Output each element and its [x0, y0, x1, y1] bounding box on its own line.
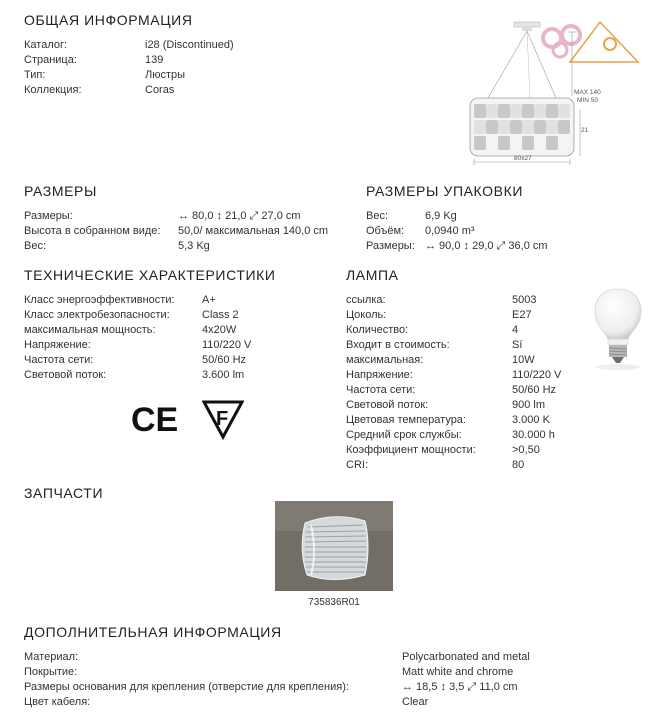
lamp-value: E27: [512, 309, 532, 321]
lamp-label: CRI:: [346, 459, 368, 471]
additional-value: Matt white and chrome: [402, 666, 514, 678]
bulb-image: [590, 283, 646, 373]
product-image: [460, 14, 660, 166]
lamp-label: Коэффициент мощности:: [346, 444, 476, 456]
additional-label: Материал:: [24, 651, 79, 663]
additional-value: Clear: [402, 696, 429, 708]
lamp-value: 10W: [512, 354, 535, 366]
tech-value: 3.600 lm: [202, 369, 245, 381]
lamp-label: Напряжение:: [346, 369, 413, 381]
tech-value: 4x20W: [202, 324, 237, 336]
general-title: ОБЩАЯ ИНФОРМАЦИЯ: [24, 12, 193, 28]
tech-title: ТЕХНИЧЕСКИЕ ХАРАКТЕРИСТИКИ: [24, 267, 276, 283]
spare-part-image[interactable]: [275, 501, 393, 591]
additional-label: Покрытие:: [24, 666, 78, 678]
lamp-value: 110/220 V: [512, 369, 562, 381]
dim-max-label: MAX 140: [574, 89, 601, 96]
general-label: Страница:: [24, 54, 77, 66]
additional-title: ДОПОЛНИТЕЛЬНАЯ ИНФОРМАЦИЯ: [24, 624, 282, 640]
dimensions-label: Размеры:: [24, 210, 73, 222]
dim-height-label: 21: [581, 127, 589, 134]
lamp-label: Световой поток:: [346, 399, 429, 411]
lamp-label: Входит в стоимость:: [346, 339, 450, 351]
dimensions-label: Высота в собранном виде:: [24, 225, 161, 237]
ce-mark-icon: [131, 401, 177, 435]
lamp-label: Количество:: [346, 324, 409, 336]
tech-value: 50/60 Hz: [202, 354, 247, 366]
lamp-label: Цоколь:: [346, 309, 387, 321]
additional-value: Polycarbonated and metal: [402, 651, 530, 663]
dimensions-value: 5,3 Kg: [178, 240, 210, 252]
tech-value: 110/220 V: [202, 339, 252, 351]
ce-mark-text: CE: [131, 401, 177, 435]
lamp-label: ссылка:: [346, 294, 386, 306]
lamp-title: ЛАМПА: [346, 267, 399, 283]
tech-label: Напряжение:: [24, 339, 91, 351]
additional-label: Размеры основания для крепления (отверстие для крепления):: [24, 681, 349, 693]
lamp-value: 4: [512, 324, 519, 336]
lamp-value: 3.000 K: [512, 414, 550, 426]
general-label: Тип:: [24, 69, 46, 81]
dimensions-label: Вес:: [24, 240, 47, 252]
lamp-value: 80: [512, 459, 525, 471]
tech-label: Класс электробезопасности:: [24, 309, 170, 321]
additional-label: Цвет кабеля:: [24, 696, 91, 708]
general-value: Люстры: [145, 69, 186, 81]
tech-label: Частота сети:: [24, 354, 94, 366]
general-value: i28 (Discontinued): [145, 39, 234, 51]
general-value: 139: [145, 54, 164, 66]
packaging-label: Объём:: [366, 225, 405, 237]
chandelier-body: [470, 98, 574, 156]
dimensions-title: РАЗМЕРЫ: [24, 183, 97, 199]
tech-label: Световой поток:: [24, 369, 107, 381]
tech-label: Класс энергоэффективности:: [24, 294, 175, 306]
general-label: Коллекция:: [24, 84, 82, 96]
lamp-label: Цветовая температура:: [346, 414, 466, 426]
spare-part-code[interactable]: 735836R01: [308, 597, 360, 608]
lamp-value: >0,50: [512, 444, 540, 456]
lamp-value: 50/60 Hz: [512, 384, 557, 396]
tech-value: Class 2: [202, 309, 239, 321]
f-mark-text: F: [216, 408, 229, 430]
packaging-label: Размеры:: [366, 240, 415, 252]
lamp-label: Частота сети:: [346, 384, 416, 396]
additional-value: ↔ 18,5 ↕ 3,5 ⤢ 11,0 cm: [402, 681, 518, 693]
dimensions-value: ↔ 80,0 ↕ 21,0 ⤢ 27,0 cm: [178, 210, 301, 222]
dimensions-value: 50,0/ максимальная 140,0 cm: [178, 225, 329, 237]
collection-link[interactable]: Coras: [145, 84, 175, 96]
lamp-label: Средний срок службы:: [346, 429, 462, 441]
general-label: Каталог:: [24, 39, 68, 51]
packaging-value: 0,0940 m³: [425, 225, 475, 237]
lamp-value: Sí: [512, 339, 523, 351]
lamp-value: 900 lm: [512, 399, 546, 411]
tech-value: A+: [202, 294, 216, 306]
lamp-label: максимальная:: [346, 354, 424, 366]
packaging-value: ↔ 90,0 ↕ 29,0 ⤢ 36,0 cm: [425, 240, 548, 252]
packaging-title: РАЗМЕРЫ УПАКОВКИ: [366, 183, 523, 199]
tech-label: максимальная мощность:: [24, 324, 156, 336]
dim-width-label: 80x27: [514, 155, 532, 162]
lamp-value: 30.000 h: [512, 429, 555, 441]
packaging-value: 6,9 Kg: [425, 210, 457, 222]
lamp-value: 5003: [512, 294, 537, 306]
dim-min-label: MIN 50: [577, 97, 598, 104]
spares-title: ЗАПЧАСТИ: [24, 485, 104, 501]
packaging-label: Вес:: [366, 210, 389, 222]
f-mark-icon: [202, 400, 244, 440]
brand-logo: [543, 22, 638, 62]
